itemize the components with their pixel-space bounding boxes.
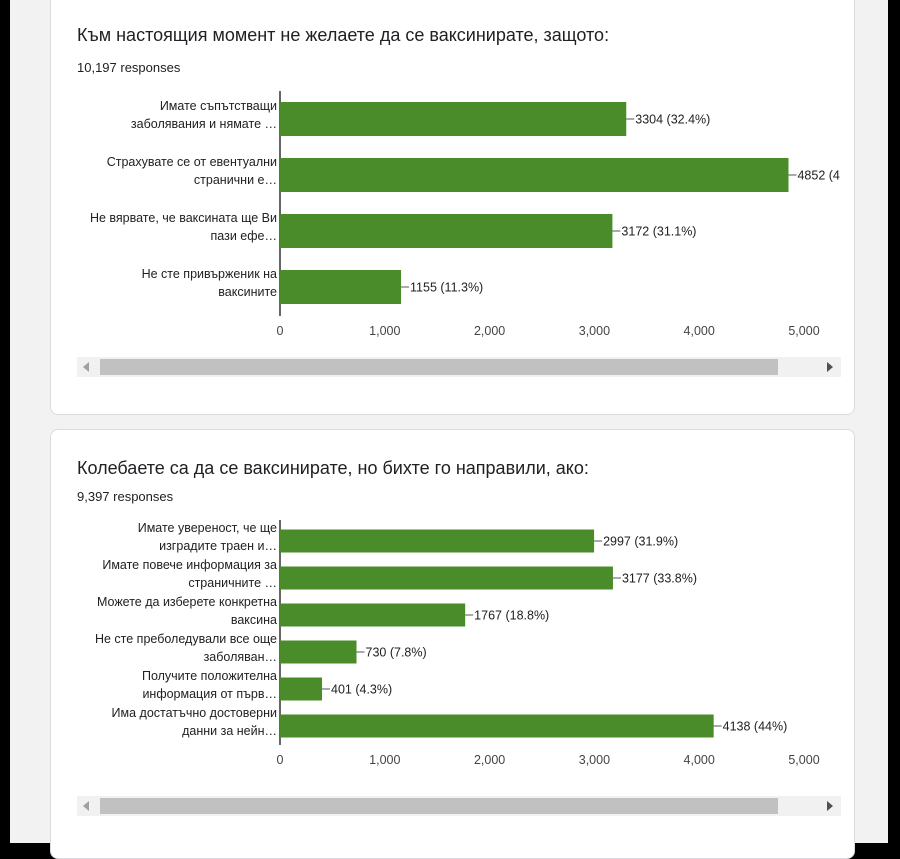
data-label: 4138 (44%) bbox=[722, 719, 788, 734]
data-label: 3304 (32.4%) bbox=[635, 112, 711, 127]
bar bbox=[280, 567, 613, 590]
scroll-thumb[interactable] bbox=[100, 798, 778, 814]
question-title: Колебаете са да се ваксинирате, но бихте го направили, ако: bbox=[77, 458, 589, 478]
bar bbox=[280, 530, 594, 553]
category-label: Не сте преболедували все още bbox=[94, 632, 277, 646]
bar bbox=[280, 715, 714, 738]
bar-chart bbox=[51, 91, 855, 351]
category-label: информация от първ… bbox=[142, 687, 277, 701]
category-label: пази ефе… bbox=[210, 229, 277, 243]
bar-chart bbox=[51, 520, 855, 780]
category-label: Имате увереност, че ще bbox=[137, 521, 277, 535]
question-card-2 bbox=[50, 429, 855, 859]
response-count: 10,197 responses bbox=[77, 60, 181, 75]
x-tick-label: 0 bbox=[276, 753, 284, 767]
data-label: 3172 (31.1%) bbox=[621, 224, 697, 239]
data-label: 730 (7.8%) bbox=[365, 645, 427, 660]
category-label: изградите траен и… bbox=[159, 539, 277, 553]
bar bbox=[280, 641, 357, 664]
category-label: Получите положителна bbox=[141, 669, 277, 683]
bar bbox=[280, 270, 401, 304]
data-label: 2997 (31.9%) bbox=[603, 534, 679, 549]
x-tick-label: 2,000 bbox=[473, 324, 506, 338]
category-label: Имате повече информация за bbox=[102, 558, 277, 572]
category-label: страничните … bbox=[188, 576, 277, 590]
category-label: Страхувате се от евентуални bbox=[106, 155, 277, 169]
category-label: ваксина bbox=[230, 613, 277, 627]
data-label: 1155 (11.3%) bbox=[410, 280, 484, 295]
category-label: заболявания и нямате … bbox=[130, 117, 277, 131]
question-card-1 bbox=[50, 0, 855, 415]
category-label: Можете да изберете конкретна bbox=[96, 595, 277, 609]
x-tick-label: 4,000 bbox=[683, 324, 715, 338]
x-tick-label: 3,000 bbox=[578, 753, 611, 767]
category-label: странични е… bbox=[193, 173, 277, 187]
data-label: 4852 (4 bbox=[797, 168, 840, 183]
data-label: 1767 (18.8%) bbox=[474, 608, 550, 623]
category-label: Имате съпътстващи bbox=[159, 99, 277, 113]
x-tick-label: 0 bbox=[276, 324, 284, 338]
horizontal-scrollbar[interactable] bbox=[77, 357, 841, 377]
question-title: Към настоящия момент не желаете да се ваксинирате, защото: bbox=[77, 25, 610, 45]
x-tick-label: 2,000 bbox=[473, 753, 506, 767]
bar bbox=[280, 678, 322, 701]
scroll-left-arrow-icon[interactable] bbox=[83, 801, 89, 811]
x-tick-label: 1,000 bbox=[369, 753, 401, 767]
category-label: ваксините bbox=[218, 285, 277, 299]
scroll-right-arrow-icon[interactable] bbox=[827, 362, 833, 372]
category-label: данни за нейн… bbox=[182, 724, 277, 738]
category-label: Не вярвате, че ваксината ще Ви bbox=[89, 211, 277, 225]
x-tick-label: 5,000 bbox=[788, 753, 820, 767]
horizontal-scrollbar[interactable] bbox=[77, 796, 841, 816]
scroll-thumb[interactable] bbox=[100, 359, 778, 375]
data-label: 401 (4.3%) bbox=[331, 682, 393, 697]
x-tick-label: 3,000 bbox=[578, 324, 611, 338]
category-label: Не сте привърженик на bbox=[141, 267, 277, 281]
x-tick-label: 4,000 bbox=[683, 753, 715, 767]
data-label: 3177 (33.8%) bbox=[621, 571, 698, 586]
response-count: 9,397 responses bbox=[77, 489, 174, 504]
bar bbox=[280, 158, 788, 192]
scroll-left-arrow-icon[interactable] bbox=[83, 362, 89, 372]
bar bbox=[280, 102, 626, 136]
category-label: Има достатъчно достоверни bbox=[111, 706, 277, 720]
x-tick-label: 1,000 bbox=[369, 324, 401, 338]
category-label: заболяван… bbox=[203, 650, 277, 664]
screen-edge bbox=[888, 0, 900, 843]
bar bbox=[280, 214, 612, 248]
scroll-right-arrow-icon[interactable] bbox=[827, 801, 833, 811]
x-tick-label: 5,000 bbox=[788, 324, 820, 338]
bar bbox=[280, 604, 465, 627]
